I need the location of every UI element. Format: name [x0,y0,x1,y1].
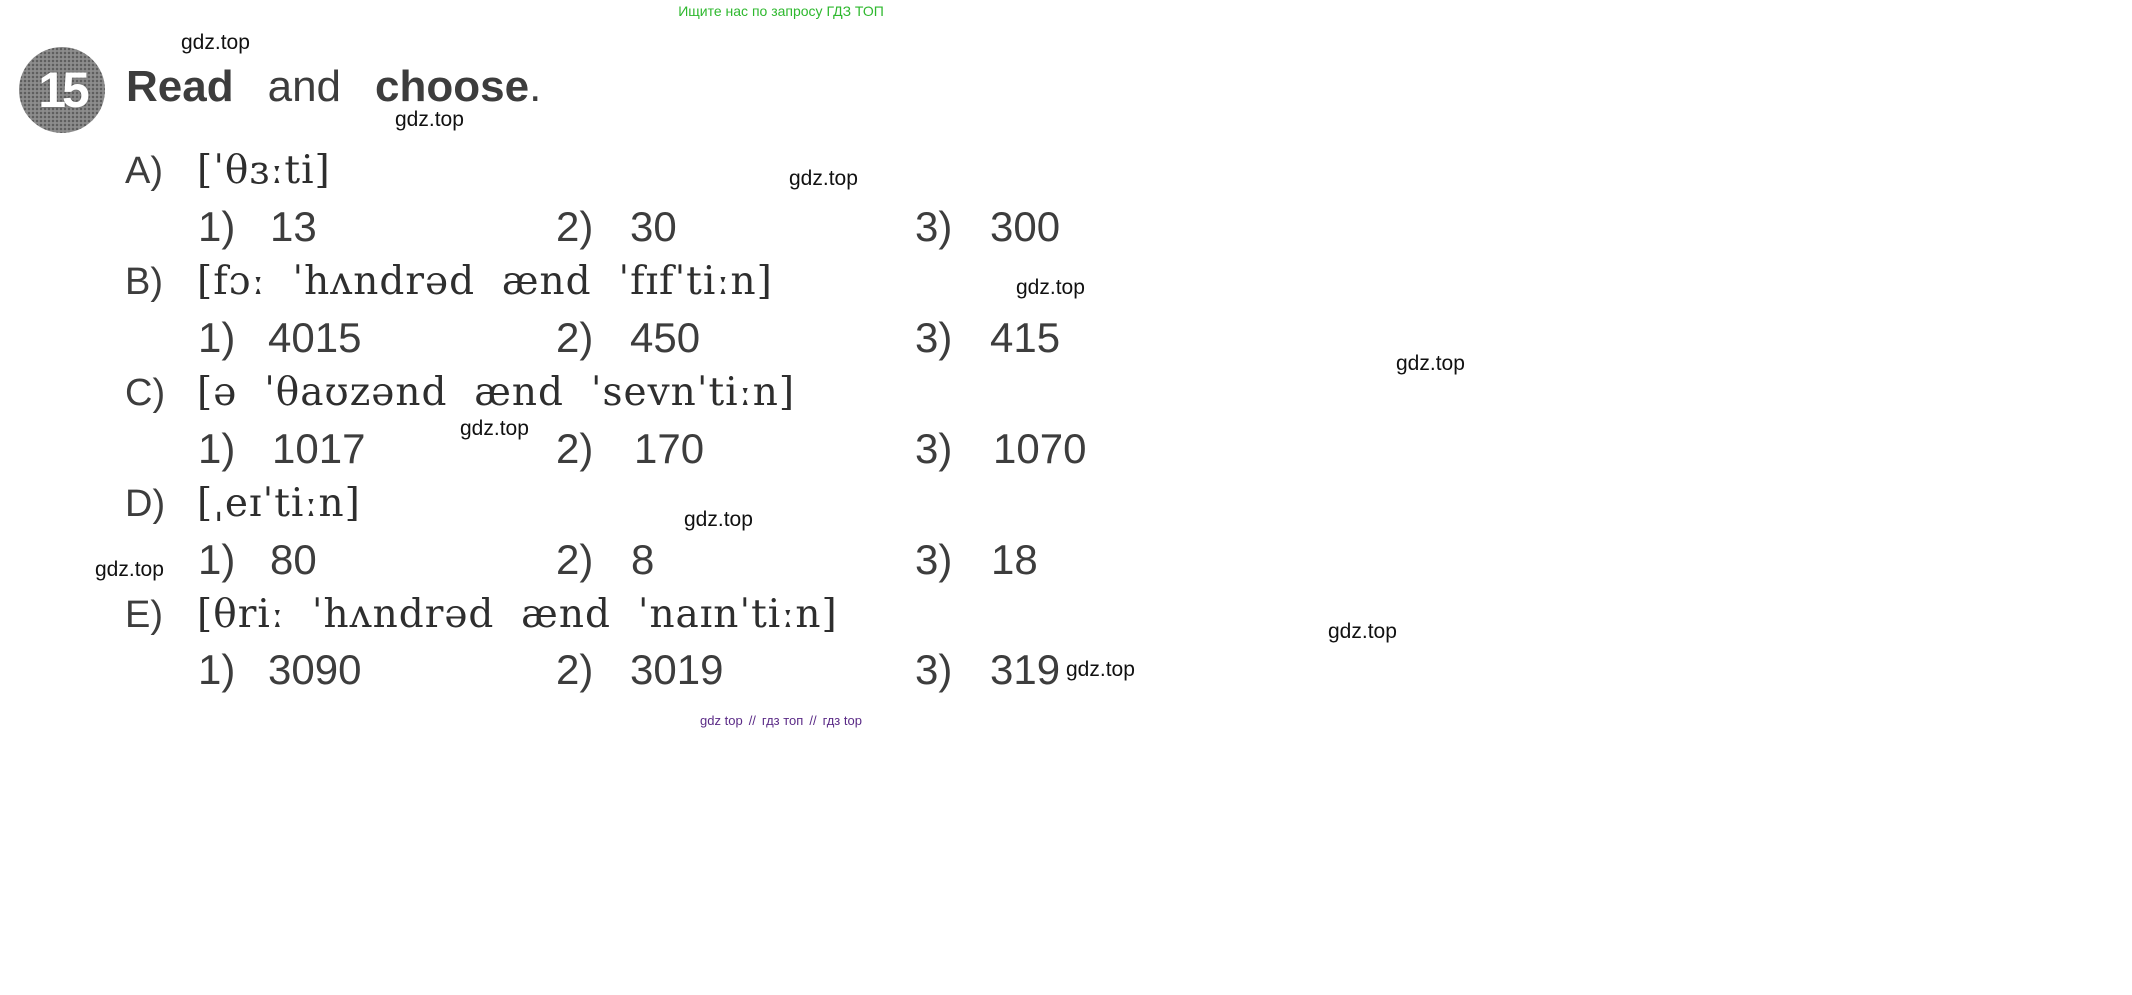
promo-banner: Ищите нас по запросу ГДЗ ТОП [678,3,884,19]
transcription-e: [θriː ˈhʌndrəd ænd ˈnaɪnˈtiːn] [197,592,838,637]
option-e2-number: 2) [556,646,594,693]
option-b1-number: 1) [198,314,236,361]
exercise-number-badge [19,47,105,133]
watermark: gdz.top [684,508,753,531]
title-and: and [267,62,342,111]
watermark: gdz.top [1396,352,1465,375]
question-letter-e: E) [125,594,163,636]
title-period: . [529,62,542,111]
watermark: gdz.top [1066,658,1135,681]
footer-part-3[interactable]: гдз top [822,713,862,728]
option-c1-value: 1017 [272,425,366,472]
option-a1-value: 13 [270,203,317,250]
watermark: gdz.top [789,167,858,190]
footer-separator: // [748,713,756,728]
option-c3-number: 3) [915,425,953,472]
footer-part-2[interactable]: гдз топ [761,713,804,728]
option-e3-number: 3) [915,646,953,693]
title-choose: choose [375,62,530,111]
option-a2-number: 2) [556,203,594,250]
footer-separator: // [809,713,817,728]
option-b1-value: 4015 [268,314,362,361]
option-b2-number: 2) [556,314,594,361]
footer-part-1[interactable]: gdz top [700,713,743,728]
question-letter-d: D) [125,483,166,525]
option-e3-value: 319 [990,646,1061,693]
option-e1-number: 1) [198,646,236,693]
transcription-a: [ˈθɜːti] [197,148,331,193]
option-a1-number: 1) [198,203,236,250]
watermark: gdz.top [460,417,529,440]
question-letter-a: A) [125,150,163,192]
option-d2-number: 2) [556,536,594,583]
option-e1-value: 3090 [268,646,362,693]
watermark: gdz.top [95,558,164,581]
watermark: gdz.top [395,108,464,131]
option-d3-number: 3) [915,536,953,583]
option-c3-value: 1070 [993,425,1087,472]
watermark: gdz.top [1328,620,1397,643]
option-a3-number: 3) [915,203,953,250]
option-a2-value: 30 [630,203,677,250]
title-read: Read [126,62,234,111]
exercise-number: 15 [38,62,86,118]
option-d1-number: 1) [198,536,236,583]
option-d1-value: 80 [270,536,317,583]
option-c2-number: 2) [556,425,594,472]
transcription-b: [fɔː ˈhʌndrəd ænd ˈfɪfˈtiːn] [197,259,773,304]
option-b2-value: 450 [630,314,701,361]
transcription-c: [ə ˈθaʊzənd ænd ˈsevnˈtiːn] [197,370,796,415]
transcription-d: [ˌeɪˈtiːn] [197,481,361,526]
option-c2-value: 170 [634,425,705,472]
option-e2-value: 3019 [630,646,724,693]
watermark: gdz.top [1016,276,1085,299]
option-c1-number: 1) [198,425,236,472]
option-b3-number: 3) [915,314,953,361]
option-d3-value: 18 [991,536,1038,583]
option-b3-value: 415 [990,314,1061,361]
footer-links [0,713,1562,729]
option-d2-value: 8 [631,536,655,583]
watermark: gdz.top [181,31,250,54]
question-letter-c: C) [125,372,166,414]
exercise-title [126,62,541,112]
question-letter-b: B) [125,261,163,303]
option-a3-value: 300 [990,203,1061,250]
